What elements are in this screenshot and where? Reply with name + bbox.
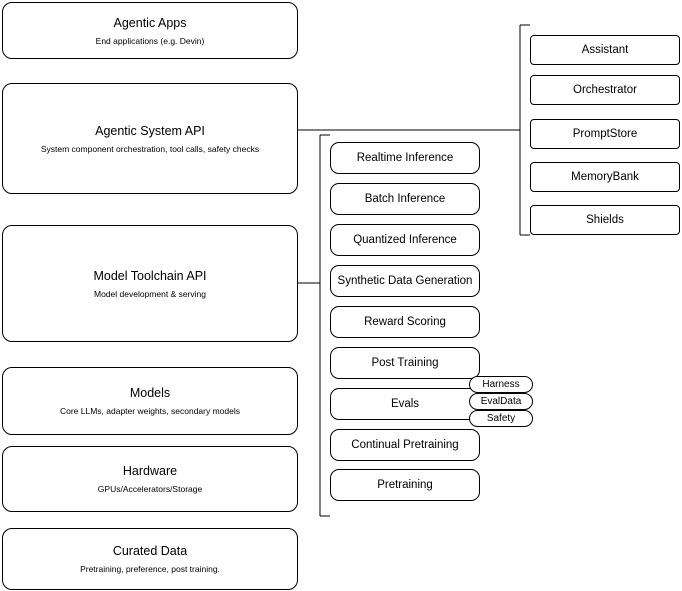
stack-layer-title: Hardware	[122, 464, 178, 478]
agentic-component-shields[interactable]	[530, 205, 680, 235]
evals-subitem-evaldata[interactable]	[469, 393, 533, 410]
toolchain-item-label: Continual Pretraining	[351, 439, 459, 451]
toolchain-item-label: Quantized Inference	[353, 234, 457, 246]
toolchain-item-reward-scoring[interactable]	[330, 306, 480, 338]
evals-subitem-harness[interactable]	[469, 376, 533, 393]
toolchain-item-post-training[interactable]	[330, 347, 480, 379]
stack-layer-subtitle: End applications (e.g. Devin)	[95, 35, 205, 46]
agentic-component-label: Orchestrator	[573, 84, 637, 96]
toolchain-item-label: Synthetic Data Generation	[337, 275, 473, 287]
stack-layer-title: Models	[129, 386, 171, 400]
stack-layer-hardware[interactable]	[2, 446, 298, 512]
stack-layer-models[interactable]	[2, 367, 298, 435]
evals-subitem-label: EvalData	[480, 396, 522, 407]
stack-layer-title: Model Toolchain API	[93, 268, 207, 283]
agentic-component-orchestrator[interactable]	[530, 75, 680, 105]
toolchain-item-evals[interactable]	[330, 388, 480, 420]
agentic-component-label: Assistant	[581, 44, 629, 56]
agentic-component-label: MemoryBank	[571, 171, 639, 183]
toolchain-item-label: Realtime Inference	[356, 152, 454, 164]
toolchain-item-label: Batch Inference	[364, 193, 446, 205]
stack-layer-curated-data[interactable]	[2, 528, 298, 590]
toolchain-item-pretraining[interactable]	[330, 469, 480, 501]
stack-layer-subtitle: Model development & serving	[94, 288, 206, 299]
toolchain-item-label: Reward Scoring	[364, 316, 446, 328]
agentic-component-memorybank[interactable]	[530, 162, 680, 192]
stack-layer-subtitle: GPUs/Accelerators/Storage	[97, 484, 203, 494]
stack-layer-title: Agentic System API	[95, 123, 205, 138]
toolchain-item-label: Post Training	[371, 357, 439, 369]
stack-layer-subtitle: Pretraining, preference, post training.	[80, 564, 220, 574]
stack-layer-subtitle: System component orchestration, tool calls, safety checks	[40, 143, 260, 154]
stack-layer-agentic-apps[interactable]	[2, 2, 298, 59]
agentic-component-assistant[interactable]	[530, 35, 680, 65]
evals-subitem-label: Safety	[486, 413, 516, 424]
stack-layer-title: Curated Data	[112, 544, 188, 558]
toolchain-item-quantized-inference[interactable]	[330, 224, 480, 256]
toolchain-item-continual-pretraining[interactable]	[330, 429, 480, 461]
stack-layer-model-toolchain-api[interactable]	[2, 225, 298, 342]
evals-subitem-safety[interactable]	[469, 410, 533, 427]
evals-subitem-label: Harness	[482, 379, 520, 390]
toolchain-item-synthetic-data-generation[interactable]	[330, 265, 480, 297]
stack-layer-subtitle: Core LLMs, adapter weights, secondary models	[59, 406, 240, 416]
stack-layer-agentic-system-api[interactable]	[2, 83, 298, 194]
toolchain-item-label: Evals	[390, 398, 420, 410]
toolchain-item-batch-inference[interactable]	[330, 183, 480, 215]
agentic-component-label: PromptStore	[572, 128, 638, 140]
toolchain-item-realtime-inference[interactable]	[330, 142, 480, 174]
agentic-component-label: Shields	[586, 214, 624, 226]
agentic-component-promptstore[interactable]	[530, 119, 680, 149]
stack-layer-title: Agentic Apps	[113, 15, 187, 30]
toolchain-item-label: Pretraining	[377, 479, 433, 491]
